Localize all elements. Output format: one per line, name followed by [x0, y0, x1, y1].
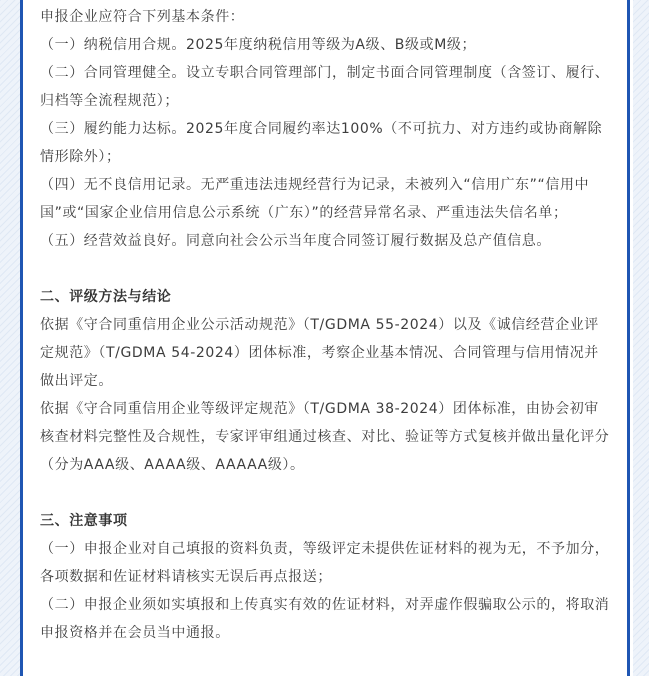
section-heading-rating-method: 二、评级方法与结论	[40, 289, 172, 305]
left-pattern-strip	[0, 0, 20, 676]
section-spacer	[40, 479, 610, 507]
right-frame-border	[627, 0, 630, 676]
rating-method-paragraph-2: 依据《守合同重信用企业等级评定规范》（T/GDMA 38-2024）团体标准，由协会初审核查材料完整性及合规性，专家评审组通过核查、对比、验证等方式复核并做出量化评分（分为AAA级、AAAA级、AAAAA级）。	[40, 401, 610, 473]
condition-item-1: （一）纳税信用合规。2025年度纳税信用等级为A级、B级或M级；	[40, 37, 477, 53]
notes-item-2: （二）申报企业须如实填报和上传真实有效的佐证材料，对弄虚作假骗取公示的，将取消申报资格并在会员当中通报。	[40, 597, 610, 641]
rating-method-paragraph-1: 依据《守合同重信用企业公示活动规范》（T/GDMA 55-2024）以及《诚信经营企业评定规范》（T/GDMA 54-2024）团体标准，考察企业基本情况、合同管理与信用情况并做出评定。	[40, 317, 599, 389]
condition-item-2: （二）合同管理健全。设立专职合同管理部门，制定书面合同管理制度（含签订、履行、归档等全流程规范）；	[40, 65, 610, 109]
condition-item-5: （五）经营效益良好。同意向社会公示当年度合同签订履行数据及总产值信息。	[40, 233, 551, 249]
condition-item-4: （四）无不良信用记录。无严重违法违规经营行为记录，未被列入“信用广东”“信用中国”或“国家企业信用信息公示系统（广东）”的经营异常名录、严重违法失信名单；	[40, 177, 590, 221]
right-pattern-strip	[633, 0, 649, 676]
section-heading-notes: 三、注意事项	[40, 513, 128, 529]
conditions-intro: 申报企业应符合下列基本条件：	[40, 9, 245, 25]
notes-item-1: （一）申报企业对自己填报的资料负责，等级评定未提供佐证材料的视为无，不予加分，各项数据和佐证材料请核实无误后再点报送；	[40, 541, 610, 585]
section-spacer	[40, 255, 610, 283]
article-body	[40, 3, 610, 647]
left-frame-border	[20, 0, 23, 676]
condition-item-3: （三）履约能力达标。2025年度合同履约率达100%（不可抗力、对方违约或协商解除情形除外）；	[40, 121, 603, 165]
